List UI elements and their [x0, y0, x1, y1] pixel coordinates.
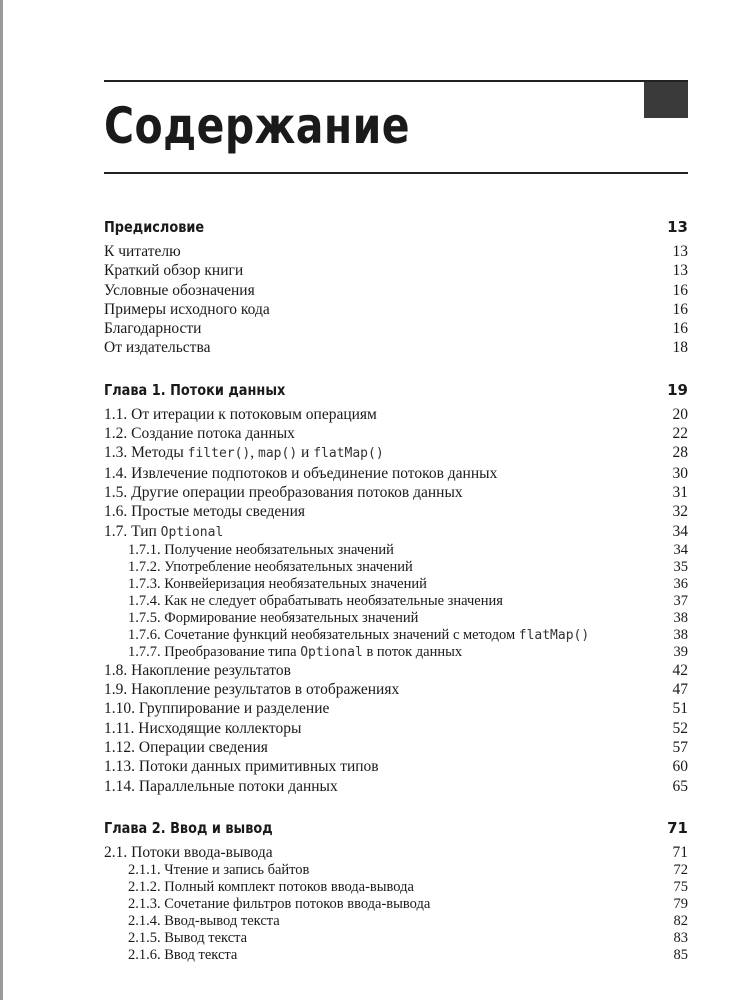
entry-text: 1.7.7. Преобразование типа — [128, 643, 301, 660]
toc-entry-title — [128, 559, 413, 576]
toc-page-number: 16 — [672, 320, 688, 338]
toc-section-item[interactable] — [104, 338, 688, 357]
toc-section-item[interactable] — [104, 680, 688, 699]
toc-section-item[interactable] — [104, 483, 688, 502]
code-token: map() — [258, 446, 298, 462]
toc-chapter-heading[interactable] — [104, 377, 688, 403]
toc-entry-title — [104, 661, 291, 680]
entry-text: 1.7.2. Употребление необязательных значений — [128, 558, 413, 575]
entry-text: 1.11. Нисходящие коллекторы — [104, 719, 302, 737]
entry-text: Краткий обзор книги — [104, 262, 244, 280]
toc-subsection-item[interactable] — [104, 576, 688, 593]
toc-section-item[interactable] — [104, 464, 688, 483]
toc-subsection-item[interactable] — [104, 644, 688, 661]
toc-section-item[interactable] — [104, 281, 688, 300]
toc-section-item[interactable] — [104, 661, 688, 680]
entry-text: 1.6. Простые методы сведения — [104, 503, 306, 521]
toc-entry-title — [104, 522, 223, 542]
code-token: Optional — [160, 524, 224, 540]
toc-page-number: 36 — [673, 575, 688, 592]
toc-subsection-item[interactable] — [104, 913, 688, 930]
toc-page-number: 52 — [672, 719, 688, 737]
entry-text: 1.7.5. Формирование необязательных значений — [128, 609, 419, 626]
toc-page-number: 35 — [673, 558, 688, 575]
entry-text: 1.10. Группирование и разделение — [104, 700, 330, 718]
toc-page-number: 57 — [672, 739, 688, 757]
entry-text: 2.1.4. Ввод-вывод текста — [128, 913, 280, 930]
toc-section-item[interactable] — [104, 502, 688, 521]
toc-page-number: 79 — [673, 896, 688, 913]
toc-page-number: 82 — [673, 913, 688, 930]
toc-page-number: 85 — [673, 947, 688, 964]
toc-section-item[interactable] — [104, 242, 688, 261]
toc-subsection-item[interactable] — [104, 947, 688, 964]
toc-subsection-item[interactable] — [104, 559, 688, 576]
entry-text: 2.1.6. Ввод текста — [128, 947, 238, 964]
entry-text: 1.3. Методы — [104, 444, 188, 462]
entry-text: 1.7. Тип — [104, 522, 161, 540]
entry-text: и — [297, 444, 314, 462]
toc-page-number: 42 — [672, 661, 688, 679]
toc-page-number: 28 — [672, 444, 688, 462]
entry-text: 1.7.1. Получение необязательных значений — [128, 541, 394, 558]
toc-page-number: 47 — [672, 681, 688, 699]
toc-subsection-item[interactable] — [104, 627, 688, 644]
toc-entry-title — [104, 843, 273, 862]
toc-section-item[interactable] — [104, 319, 688, 338]
toc-section-item[interactable] — [104, 424, 688, 443]
toc-entry-title — [128, 644, 462, 661]
toc-section-item[interactable] — [104, 757, 688, 776]
chapter-marker-block — [644, 80, 688, 118]
toc-page-number: 19 — [667, 380, 688, 399]
toc-page-number: 60 — [672, 758, 688, 776]
toc-chapter — [104, 815, 688, 964]
toc-entry-title — [104, 719, 301, 738]
entry-text: 1.2. Создание потока данных — [104, 425, 295, 443]
toc-entry-title — [104, 502, 305, 521]
entry-text: в поток данных — [362, 643, 463, 660]
toc-page-number: 51 — [672, 700, 688, 718]
toc-chapter-title: Глава 1. Потоки данных — [104, 380, 286, 399]
toc-section-item[interactable] — [104, 777, 688, 796]
toc-entry-title — [128, 913, 280, 930]
entry-text: 2.1. Потоки ввода-вывода — [104, 843, 273, 861]
entry-text: 1.7.3. Конвейеризация необязательных значений — [128, 575, 427, 592]
entry-text: 1.7.4. Как не следует обрабатывать необязательные значения — [128, 592, 503, 609]
toc-entry-title — [104, 443, 384, 463]
toc-subsection-item[interactable] — [104, 862, 688, 879]
entry-text: 1.4. Извлечение подпотоков и объединение потоков данных — [104, 464, 498, 482]
entry-text: 2.1.5. Вывод текста — [128, 930, 248, 947]
entry-text: 1.12. Операции сведения — [104, 739, 268, 757]
toc-section-item[interactable] — [104, 405, 688, 424]
entry-text: К читателю — [104, 243, 181, 260]
entry-text: 1.7.6. Сочетание функций необязательных значений с методом — [128, 626, 519, 643]
title-rule-bottom — [104, 172, 688, 174]
toc-entry-title — [104, 338, 210, 357]
toc-entry-title — [104, 464, 497, 483]
toc-section-item[interactable] — [104, 738, 688, 757]
toc-page-number: 13 — [672, 262, 688, 280]
toc-subsection-item[interactable] — [104, 879, 688, 896]
title-rule-top — [104, 80, 688, 82]
toc-page-number: 39 — [673, 643, 688, 660]
toc-section-item[interactable] — [104, 843, 688, 862]
toc-entry-title — [104, 242, 181, 261]
entry-text: 1.14. Параллельные потоки данных — [104, 777, 338, 795]
toc-page-number: 32 — [672, 503, 688, 521]
toc-entry-title — [128, 930, 247, 947]
toc-page-number: 75 — [673, 879, 688, 896]
entry-text: 1.5. Другие операции преобразования потоков данных — [104, 483, 463, 501]
toc-page-number: 34 — [673, 541, 688, 558]
toc-page-number: 38 — [673, 609, 688, 626]
entry-text: , — [250, 444, 259, 462]
toc-entry-title — [128, 610, 418, 627]
toc-subsection-item[interactable] — [104, 593, 688, 610]
toc-page-number: 65 — [672, 777, 688, 795]
toc-section-item[interactable] — [104, 300, 688, 319]
toc-entry-title — [104, 281, 255, 300]
toc-entry-title — [104, 757, 379, 776]
toc-chapter-heading[interactable] — [104, 815, 688, 841]
entry-text: Условные обозначения — [104, 281, 255, 299]
toc-page-number: 13 — [672, 243, 688, 260]
table-of-contents — [104, 214, 688, 983]
toc-section-item[interactable] — [104, 261, 688, 280]
toc-entry-title — [104, 738, 268, 757]
toc-entry-title — [104, 405, 377, 424]
toc-page-number: 22 — [672, 425, 688, 443]
toc-entry-title — [128, 879, 414, 896]
entry-text: 1.9. Накопление результатов в отображениях — [104, 681, 400, 699]
toc-entry-title — [104, 777, 338, 796]
toc-entry-title — [128, 627, 589, 644]
toc-entry-title — [104, 483, 463, 502]
page-edge-bar — [0, 0, 3, 1000]
toc-subsection-item[interactable] — [104, 542, 688, 559]
page-title: Содержание — [104, 97, 410, 155]
toc-page-number: 30 — [672, 464, 688, 482]
toc-entry-title — [128, 593, 503, 610]
toc-section-item[interactable] — [104, 522, 688, 542]
toc-page-number: 38 — [673, 626, 688, 643]
toc-chapter-heading[interactable] — [104, 214, 688, 240]
toc-subsection-item[interactable] — [104, 610, 688, 627]
toc-page-number: 83 — [673, 930, 688, 947]
toc-page-number: 18 — [672, 339, 688, 357]
toc-page-number: 71 — [672, 843, 688, 861]
toc-entry-title — [104, 300, 270, 319]
entry-text: Благодарности — [104, 320, 202, 338]
toc-entry-title — [104, 424, 295, 443]
code-token: filter() — [187, 446, 251, 462]
entry-text: 1.8. Накопление результатов — [104, 661, 291, 679]
entry-text: От издательства — [104, 339, 211, 357]
entry-text: 2.1.1. Чтение и запись байтов — [128, 862, 310, 879]
toc-entry-title — [128, 896, 430, 913]
code-token: Optional — [300, 644, 363, 660]
toc-entry-title — [104, 699, 329, 718]
toc-chapter — [104, 377, 688, 796]
toc-entry-title — [128, 862, 309, 879]
toc-page-number: 16 — [672, 300, 688, 318]
toc-chapter — [104, 214, 688, 358]
toc-page-number: 31 — [672, 483, 688, 501]
toc-entry-title — [128, 947, 237, 964]
toc-page-number: 20 — [672, 405, 688, 423]
toc-entry-title — [128, 576, 427, 593]
entry-text: 1.1. От итерации к потоковым операциям — [104, 405, 377, 423]
entry-text: Примеры исходного кода — [104, 300, 270, 318]
toc-section-item[interactable] — [104, 699, 688, 718]
toc-chapter-title: Глава 2. Ввод и вывод — [104, 818, 273, 837]
toc-section-item[interactable] — [104, 443, 688, 463]
toc-page-number: 16 — [672, 281, 688, 299]
toc-section-item[interactable] — [104, 719, 688, 738]
toc-subsection-item[interactable] — [104, 896, 688, 913]
toc-entry-title — [128, 542, 394, 559]
toc-page-number: 34 — [672, 522, 688, 540]
toc-page-number: 37 — [673, 592, 688, 609]
toc-page-number: 13 — [667, 218, 688, 236]
entry-text: 2.1.3. Сочетание фильтров потоков ввода-вывода — [128, 896, 431, 913]
toc-entry-title — [104, 319, 201, 338]
code-token: flatMap() — [518, 627, 590, 643]
toc-entry-title — [104, 261, 243, 280]
entry-text: 2.1.2. Полный комплект потоков ввода-вывода — [128, 879, 414, 896]
toc-page-number: 72 — [673, 862, 688, 879]
entry-text: 1.13. Потоки данных примитивных типов — [104, 758, 379, 776]
toc-page-number: 71 — [667, 818, 688, 837]
toc-subsection-item[interactable] — [104, 930, 688, 947]
code-token: flatMap() — [313, 446, 384, 462]
toc-chapter-title: Предисловие — [104, 218, 205, 236]
toc-entry-title — [104, 680, 399, 699]
